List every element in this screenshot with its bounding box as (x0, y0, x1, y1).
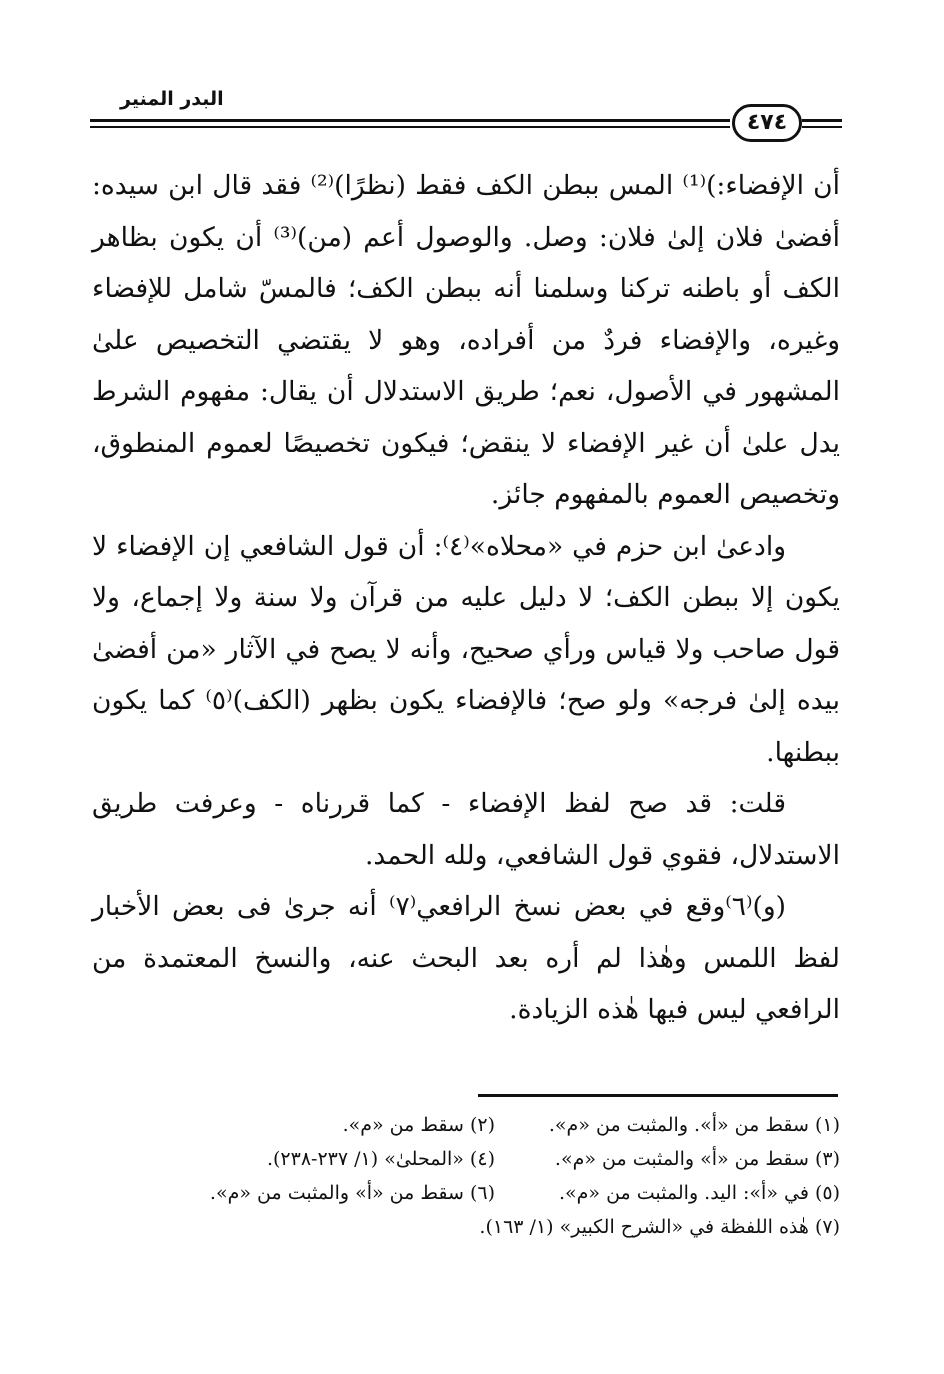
header-rule-thick (90, 119, 730, 122)
header-rule-thin-right (802, 126, 842, 128)
page-header (90, 88, 842, 148)
footnote-5: (٥) في «أ»: اليد. والمثبت من «م». (559, 1182, 840, 1204)
footnotes (150, 1108, 840, 1244)
main-text (92, 160, 840, 1036)
footnote-2: (٢) سقط من «م». (342, 1114, 495, 1136)
footnote-1: (١) سقط من «أ». والمثبت من «م». (548, 1114, 840, 1136)
footnote-4: (٤) «المحلىٰ» (١/ ٢٣٧-٢٣٨). (266, 1148, 495, 1170)
running-title: البدر المنير (120, 88, 224, 110)
footnote-3: (٣) سقط من «أ» والمثبت من «م». (554, 1148, 840, 1170)
footnote-6: (٦) سقط من «أ» والمثبت من «م». (209, 1182, 495, 1204)
footnote-row (150, 1108, 840, 1142)
paragraph-3: قلت: قد صح لفظ الإفضاء - كما قررناه - وعرفت طريق الاستدلال، فقوي قول الشافعي، ولله الحمد. (92, 788, 840, 871)
footnote-row (150, 1142, 840, 1176)
paragraph-1: أن الإفضاء:)⁽¹⁾ المس ببطن الكف فقط (نظرًا)⁽²⁾ فقد قال ابن سيده: أفضىٰ فلان إلىٰ فلان: وصل. والوصول أعم (من)⁽³⁾ أن يكون بظاهر الكف أو باطنه تركنا وسلمنا أنه ببطن الكف؛ فالمسّ شامل للإفضاء وغيره، والإفضاء فردٌ من أفراده، وهو لا يقتضي التخصيص علىٰ المشهور في الأصول، نعم؛ طريق الاستدلال أن يقال: مفهوم الشرط يدل علىٰ أن غير الإفضاء لا ينقض؛ فيكون تخصيصًا لعموم المنطوق، وتخصيص العموم بالمفهوم جائز. (92, 170, 841, 510)
footnote-separator (478, 1094, 838, 1097)
footnote-row (150, 1176, 840, 1210)
header-rule-thin (90, 126, 730, 128)
page-number: ٤٧٤ (732, 104, 802, 142)
footnote-7: (٧) هٰذه اللفظة في «الشرح الكبير» (١/ ١٦٣). (479, 1216, 840, 1238)
paragraph-4: (و)⁽٦⁾وقع في بعض نسخ الرافعي⁽٧⁾ أنه جرىٰ فى بعض الأخبار لفظ اللمس وهٰذا لم أره بعد البحث عنه، والنسخ المعتمدة من الرافعي ليس فيها هٰذه الزيادة. (92, 891, 840, 1025)
header-rule-thick-right (802, 119, 842, 122)
paragraph-2: وادعىٰ ابن حزم في «محلاه»⁽٤⁾: أن قول الشافعي إن الإفضاء لا يكون إلا ببطن الكف؛ لا دليل عليه من قرآن ولا سنة ولا إجماع، ولا قول صاحب ولا قياس ورأي صحيح، وأنه لا يصح في الآثار «من أفضىٰ بيده إلىٰ فرجه» ولو صح؛ فالإفضاء يكون بظهر (الكف)⁽٥⁾ كما يكون ببطنها. (92, 530, 840, 768)
